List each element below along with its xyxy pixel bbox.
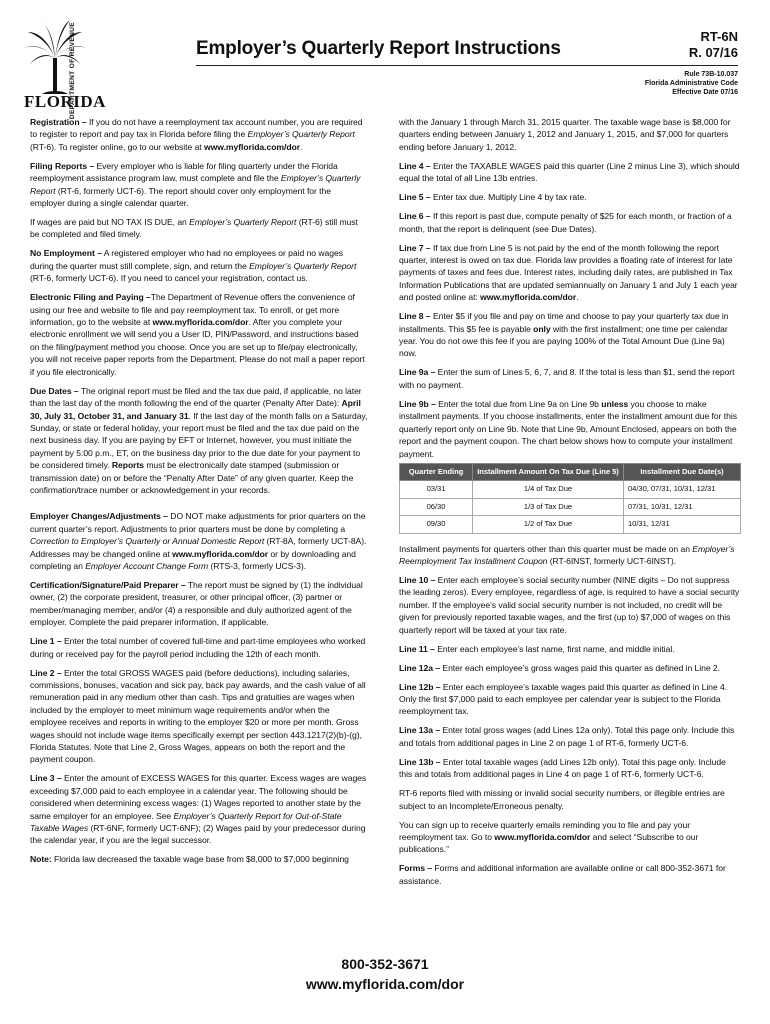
changes-form-name-2: Employer Account Change Form: [85, 560, 209, 571]
table-row: [400, 498, 741, 515]
line5-text: Enter tax due. Multiply Line 4 by tax rate.: [430, 192, 587, 203]
line11-paragraph: [399, 643, 741, 655]
electronic-text: The Department of Revenue offers the convenience of using our free and website to file and pay reemployment tax. To enroll, or get more information, go to the website at: [30, 292, 355, 328]
table-cell: 04/30, 07/31, 10/31, 12/31: [624, 481, 741, 498]
table-cell: 06/30: [400, 498, 473, 515]
line9b-unless: unless: [601, 398, 629, 409]
table-header: Quarter Ending: [400, 463, 473, 480]
due-dates-reports: Reports: [111, 460, 144, 471]
no-employment-paragraph: [30, 247, 368, 284]
line2-paragraph: [30, 667, 368, 766]
line12b-paragraph: [399, 681, 741, 718]
page-title: Employer’s Quarterly Report Instructions: [196, 38, 561, 59]
registration-label: Registration –: [30, 117, 87, 127]
line7-url: www.myflorida.com/dor: [480, 292, 577, 303]
left-column: [30, 116, 368, 872]
footer: [0, 954, 770, 994]
electronic-paragraph: [30, 291, 368, 378]
no-employment-text: A registered employer who had no employees or paid no wages during the quarter must still complete, sign, and return the: [30, 248, 343, 271]
no-employment-text-2: (RT-6, formerly UCT-6). If you need to cancel your registration, contact us.: [30, 273, 308, 284]
line10-label: Line 10 –: [399, 574, 436, 585]
filing-text: Every employer who is liable for filing quarterly under the Florida reemployment assistance program law, must complete and file the: [30, 160, 338, 184]
forms-text: Forms and additional information are available online or call 800-352-3671 for assistance.: [399, 863, 726, 886]
line10-paragraph: [399, 574, 741, 636]
due-dates-list: April 30, July 31, October 31, and January 31: [30, 398, 361, 421]
line13a-label: Line 13a –: [399, 725, 441, 736]
line5-paragraph: [399, 191, 741, 203]
forms-label: Forms –: [399, 863, 433, 874]
header-divider: [196, 65, 738, 66]
right-column: [399, 116, 741, 894]
line9b-label: Line 9b –: [399, 398, 436, 409]
line10-text: Enter each employee’s social security number (NINE digits – Do not suppress the leading zeros). Every employee, regardless of age, is required to have a social security number. If the employee’s valid social security number is not included, no credit will be given for previously reported taxable wages, and the first (up to) $7,000 of wages on this quarterly report will be taxed at your tax rate.: [399, 574, 740, 635]
effective-date: Effective Date 07/16: [672, 89, 738, 96]
no-employment-label: No Employment –: [30, 248, 102, 259]
line4-label: Line 4 –: [399, 160, 431, 171]
registration-text-3: .: [300, 141, 303, 152]
registration-text-2: (RT-6). To register online, go to our website at: [30, 141, 204, 152]
registration-form-name: Employer’s Quarterly Report: [247, 129, 355, 140]
line12a-paragraph: [399, 662, 741, 674]
registration-paragraph: [30, 116, 368, 153]
note-continued-paragraph: with the January 1 through March 31, 2015 quarter. The taxable wage base is $8,000 for quarters ending between January 1, 2012 and January 1, 2015, and $7,000 for quarters ending before January 1, 2012.: [399, 117, 731, 152]
filing-text-2: (RT-6, formerly UCT-6). The report should cover only employment for the employer during a single calendar quarter.: [30, 185, 331, 209]
line12a-text: Enter each employee’s gross wages paid this quarter as defined in Line 2.: [440, 662, 720, 673]
line8-text-2: with the first installment; one time per calendar year. You do not owe this fee if you are paying 100% of the Total Amount Due (Line 9a) now.: [399, 323, 728, 359]
table-header: Installment Due Date(s): [624, 463, 741, 480]
installment-note-text-2: (RT-6INST, formerly UCT-6INST).: [547, 555, 676, 566]
line3-text-2: (RT-6NF, formerly UCT-6NF); (2) Wages paid by your predecessor during the calendar year, if you are the legal successor.: [30, 823, 366, 846]
due-dates-label: Due Dates –: [30, 385, 79, 396]
line11-text: Enter each employee’s last name, first name, and middle initial.: [434, 643, 675, 654]
signup-text: You can sign up to receive quarterly emails reminding you to file and pay your reemployment tax. Go to: [399, 819, 691, 842]
line8-text: Enter $5 if you file and pay on time and choose to pay your quarterly tax due in installments. This $5 fee is payable: [399, 311, 729, 334]
table-cell: 10/31, 12/31: [624, 516, 741, 533]
footer-url: www.myflorida.com/dor: [305, 976, 465, 992]
line3-form-name: Employer’s Quarterly Report for Out-of-State Taxable Wages: [30, 810, 342, 834]
line9a-label: Line 9a –: [399, 367, 436, 378]
table-header-row: [400, 463, 741, 480]
line1-text: Enter the total number of covered full-time and part-time employees who worked during or received pay for the payroll period including the 12th of each month.: [30, 636, 366, 659]
table-row: [400, 516, 741, 533]
table-cell: 1/2 of Tax Due: [473, 516, 624, 533]
installment-table: [399, 463, 741, 534]
line6-paragraph: [399, 210, 741, 235]
line6-text: If this report is past due, compute penalty of $25 for each month, or fraction of a month, that the report is delinquent (see Due Dates).: [399, 211, 732, 234]
table-row: [400, 481, 741, 498]
department-of-revenue-label: DEPARTMENT OF REVENUE: [69, 22, 76, 120]
table-cell: 1/4 of Tax Due: [473, 481, 624, 498]
line3-text: Enter the amount of EXCESS WAGES for this quarter. Excess wages are wages exceeding $7,000 paid to each employee in a calendar year. The following should be considered when determining excess wages: (1) Wages reported to another state by the same employer for an employee. See: [30, 773, 367, 821]
form-code: [689, 29, 738, 61]
forms-paragraph: [399, 862, 741, 887]
table-cell: 09/30: [400, 516, 473, 533]
changes-label: Employer Changes/Adjustments –: [30, 511, 168, 522]
note-text: Florida law decreased the taxable wage base from $8,000 to $7,000 beginning: [51, 854, 349, 865]
changes-text-3: or by downloading and completing an: [30, 548, 356, 571]
changes-text-4: (RTS-3, formerly UCS-3).: [208, 560, 307, 571]
wages-no-tax-text: If wages are paid but NO TAX IS DUE, an: [30, 217, 190, 228]
line4-text: Enter the TAXABLE WAGES paid this quarter (Line 2 minus Line 3), which should equal the total of all Line 13b entries.: [399, 160, 740, 184]
electronic-label: Electronic Filing and Paying –: [30, 292, 151, 303]
registration-text: If you do not have a reemployment tax account number, you are required to register to report and pay tax in Florida before filing the: [30, 117, 363, 140]
line12b-text: Enter each employee’s taxable wages paid this quarter as defined in Line 4. Only the first $7,000 paid to each employee per calendar year is subject to the Florida reemployment tax.: [399, 681, 728, 717]
installment-note-text: Installment payments for quarters other than this quarter must be made on an: [399, 543, 693, 554]
line12b-label: Line 12b –: [399, 681, 441, 692]
line11-label: Line 11 –: [399, 643, 435, 654]
registration-url: www.myflorida.com/dor: [203, 141, 301, 152]
line7-paragraph: [399, 242, 741, 304]
line13b-paragraph: [399, 756, 741, 781]
line13b-text: Enter total taxable wages (add Lines 12b only). Total this page only. Include this and totals from additional pages in Line 4 on page 1 of RT-6, formerly UCT-6.: [399, 756, 726, 780]
line12a-label: Line 12a –: [399, 662, 441, 673]
table-cell: 07/31, 10/31, 12/31: [624, 498, 741, 515]
installment-coupon-name: Employer’s Reemployment Tax Installment Coupon: [399, 543, 735, 566]
filing-label: Filing Reports –: [30, 160, 95, 171]
line9b-text-2: you choose to make installment payments. If you choose installments, enter the installment amount due for this quarterly report only on Line 9b. Note that Line 9b, Amount Enclosed, appears on both the report and the payment coupon. The chart below shows how to compute your installment payment.: [399, 398, 737, 459]
rt6-missing-paragraph: RT-6 reports filed with missing or invalid social security numbers, or illegible entries are subject to an Incomplete/Erroneous penalty.: [399, 788, 725, 811]
changes-paragraph: [30, 510, 368, 572]
due-dates-text: The original report must be filed and the tax due paid, if applicable, no later than the last day of the month following the end of the quarter (Penalty After Date):: [30, 385, 362, 409]
line1-paragraph: [30, 635, 368, 660]
filing-form-name: Employer’s Quarterly Report: [30, 173, 361, 196]
line13a-text: Enter total gross wages (add Lines 12a only). Total this page only. Include this and totals from additional pages in Line 2 on page 1 of RT-6, formerly UCT-6.: [399, 725, 735, 748]
certification-text: The report must be signed by (1) the individual owner, (2) the corporate president, treasurer, or other principal officer, (3) partner or member/managing member, and/or (4) a responsible and duly authorized agent of the employer. Complete the paid preparer information, if applicable.: [30, 579, 363, 628]
admin-code: Florida Administrative Code: [644, 80, 738, 87]
electronic-text-2: . After you complete your electronic enrollment we will send you a User ID, PIN/Password, and instructions based on the filing/payment method you choose. Once you are set up to file/pay electronically, you will not receive paper reports from the Department. Please do not mail a paper report if you file electronically.: [30, 317, 365, 377]
note-label: Note:: [30, 854, 52, 865]
due-dates-text-2: . If the last day of the month falls on a Saturday, Sunday, or state or federal holiday, your report must be filed and the tax due paid on the next business day. If you are paying by EFT or Internet, however, you must initiate the payment by 5:00 p.m., ET, on the business day prior to the due date for your payment to be considered timely.: [30, 410, 368, 471]
changes-form-name: Correction to Employer’s Quarterly or Annual Domestic Report: [30, 536, 265, 547]
line7-text: If tax due from Line 5 is not paid by the end of the month following the report quarter, interest is owed on tax due. Florida law provides a floating rate of interest for late payments of taxes and fees due. Interest rates, including daily rates, are published in Tax Information Publications that are updated semiannually on January 1 and July 1 each year and posted online at:: [399, 242, 738, 303]
due-dates-paragraph: [30, 385, 368, 497]
line5-label: Line 5 –: [399, 192, 431, 203]
line13b-label: Line 13b –: [399, 756, 441, 767]
table-cell: 03/31: [400, 481, 473, 498]
line8-label: Line 8 –: [399, 311, 431, 322]
table-header: Installment Amount On Tax Due (Line 5): [473, 463, 624, 480]
note-paragraph: [30, 853, 368, 865]
line7-text-2: .: [576, 292, 579, 303]
certification-paragraph: [30, 579, 368, 629]
signup-text-2: and select “Subscribe to our publications.”: [399, 832, 699, 855]
line1-label: Line 1 –: [30, 636, 62, 647]
wages-no-tax-text-2: (RT-6) still must be completed and filed timely.: [30, 217, 358, 240]
wages-no-tax-form-name: Employer’s Quarterly Report: [189, 217, 297, 228]
due-dates-text-3: must be electronically date stamped (submission or transmission date) on or before the “Penalty After Date” of any given quarter. Keep the confirmation/trace number or acknowledgement in your records.: [30, 460, 354, 495]
line7-label: Line 7 –: [399, 242, 431, 253]
line8-paragraph: [399, 310, 741, 360]
signup-paragraph: [399, 819, 741, 856]
florida-logo-text: FLORIDA: [24, 92, 106, 111]
filing-paragraph: [30, 160, 368, 210]
form-revision: R. 07/16: [688, 45, 738, 60]
line6-label: Line 6 –: [399, 211, 431, 222]
line2-text: Enter the total GROSS WAGES paid (before deductions), including salaries, commissions, bonuses, vacation and sick pay, back pay awards, and the cash value of all remuneration paid in any medium other than cash. Tips and gratuities are wages when included by the employer to meet minimum wage requirements and/or when the employee receives and reports in writing to the employer $20 or more per month. Gross wages should not include wage items specifically exempt per section 443.1217(2)(b)-(g), Florida Statutes. Note that Line 2, Gross Wages, appears on both the report and the payment coupon.: [30, 667, 366, 765]
footer-phone: 800-352-3671: [341, 956, 429, 972]
rule-info: [645, 70, 738, 97]
table-cell: 1/3 of Tax Due: [473, 498, 624, 515]
changes-text-2: (RT-8A, formerly UCT-8A). Addresses may be changed online at: [30, 536, 367, 559]
rule-number: Rule 73B-10.037: [684, 71, 738, 78]
line9a-paragraph: [399, 366, 741, 391]
line3-paragraph: [30, 772, 368, 846]
line4-paragraph: [399, 160, 741, 185]
changes-url: www.myflorida.com/dor: [172, 548, 269, 559]
certification-label: Certification/Signature/Paid Preparer –: [30, 579, 186, 590]
line3-label: Line 3 –: [30, 773, 62, 784]
line9b-paragraph: [399, 398, 741, 460]
installment-note-paragraph: [399, 543, 741, 568]
line9a-text: Enter the sum of Lines 5, 6, 7, and 8. If the total is less than $1, send the report with no payment.: [399, 367, 735, 390]
line9b-text: Enter the total due from Line 9a on Line 9b: [435, 398, 602, 409]
changes-text: DO NOT make adjustments for prior quarters on the current quarter’s report. Adjustments to prior quarters must be done by completing a: [30, 511, 366, 534]
line13a-paragraph: [399, 724, 741, 749]
line8-only: only: [533, 323, 551, 334]
form-number: RT-6N: [700, 29, 738, 44]
signup-url: www.myflorida.com/dor: [494, 832, 591, 842]
line2-label: Line 2 –: [30, 667, 62, 678]
wages-no-tax-paragraph: [30, 216, 368, 241]
electronic-url: www.myflorida.com/dor: [152, 317, 249, 328]
no-employment-form-name: Employer’s Quarterly Report: [249, 260, 357, 271]
